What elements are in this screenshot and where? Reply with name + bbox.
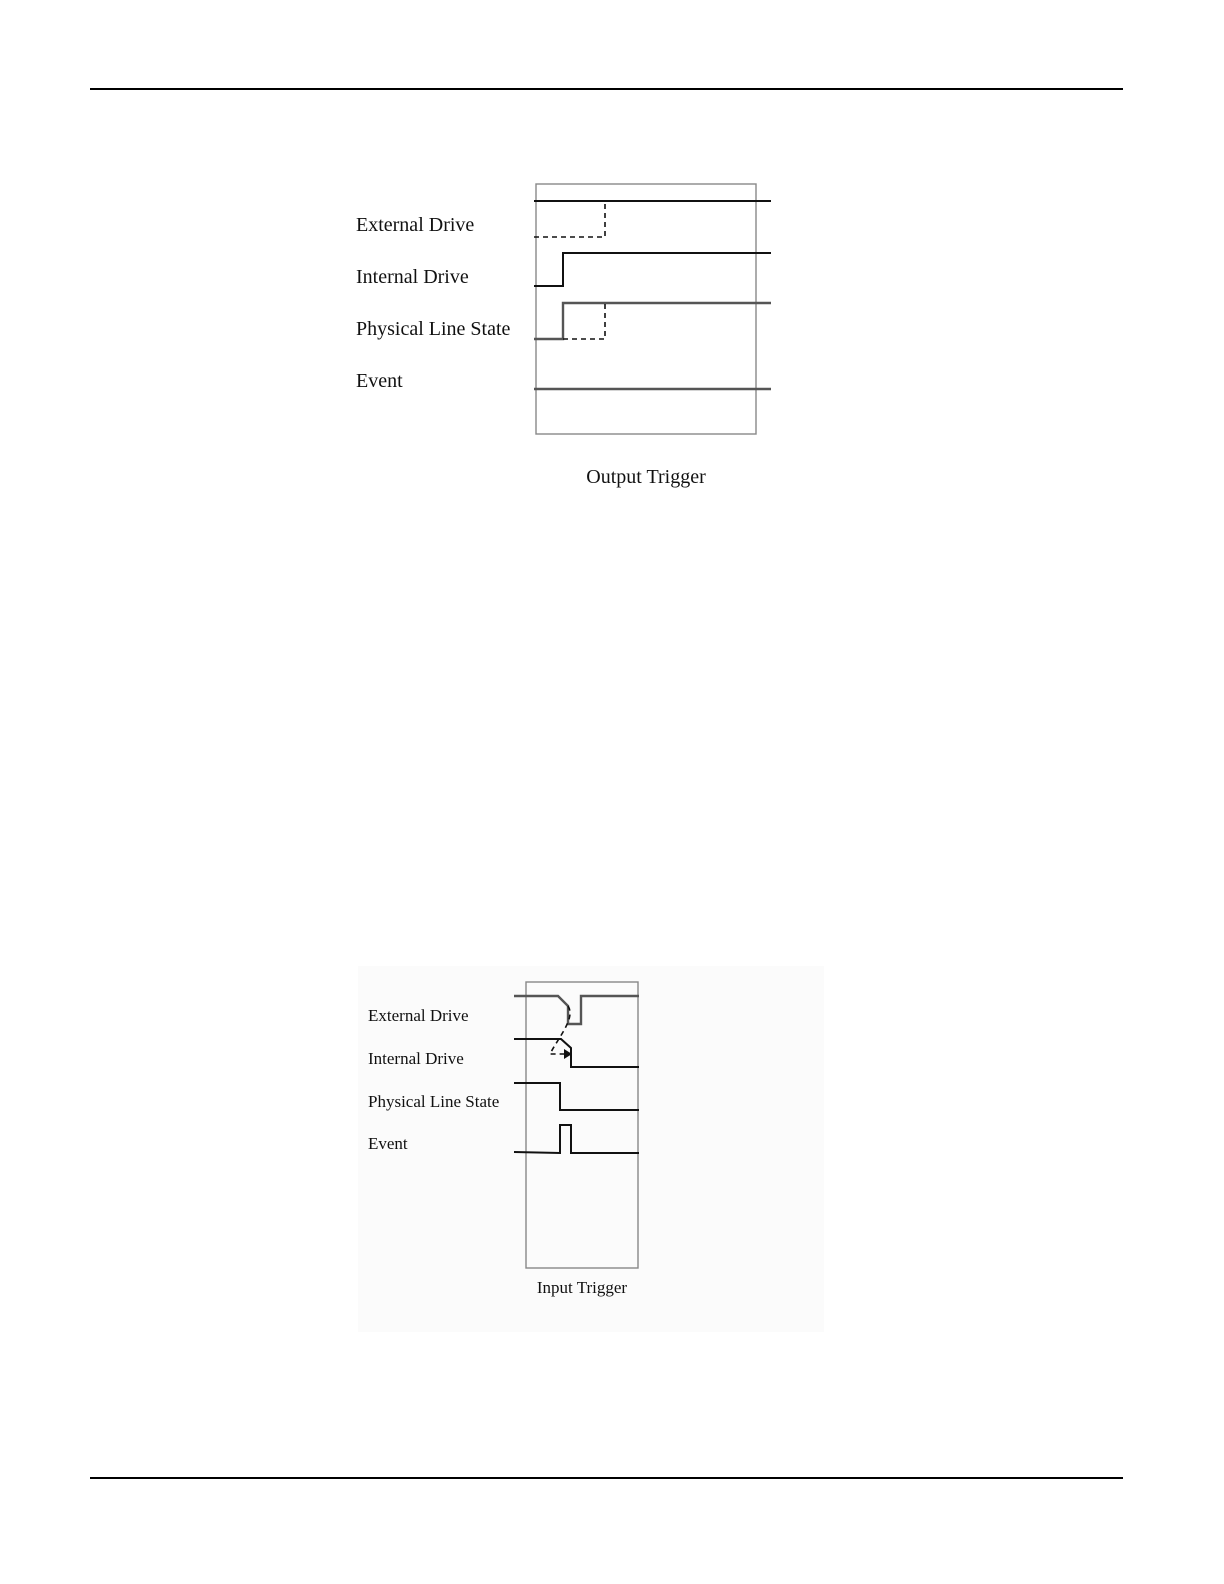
internal-drive-waveform bbox=[514, 1039, 639, 1067]
internal-drive-waveform bbox=[534, 253, 771, 286]
input-trigger-diagram bbox=[358, 966, 824, 1332]
label-physical-line-state: Physical Line State bbox=[356, 318, 511, 340]
event-waveform bbox=[514, 1125, 639, 1153]
label-external-drive: External Drive bbox=[356, 214, 475, 236]
label-internal-drive: Internal Drive bbox=[356, 266, 469, 288]
label-internal-drive: Internal Drive bbox=[368, 1049, 464, 1068]
output-trigger-title: Output Trigger bbox=[586, 466, 706, 488]
label-physical-line-state: Physical Line State bbox=[368, 1092, 500, 1111]
output-trigger-diagram bbox=[340, 175, 790, 505]
physical-line-state-waveform bbox=[514, 1083, 639, 1110]
label-event: Event bbox=[356, 370, 403, 392]
physical-line-state-waveform bbox=[534, 303, 771, 339]
label-external-drive: External Drive bbox=[368, 1006, 469, 1025]
header-rule bbox=[90, 88, 1123, 90]
physical-line-state-dashed-waveform bbox=[563, 303, 605, 339]
external-drive-waveform bbox=[514, 996, 639, 1024]
input-trigger-title: Input Trigger bbox=[536, 1278, 628, 1297]
output-trigger-frame bbox=[536, 184, 756, 434]
label-event: Event bbox=[368, 1134, 408, 1153]
external-drive-dashed-waveform bbox=[534, 201, 605, 237]
footer-rule bbox=[90, 1477, 1123, 1479]
